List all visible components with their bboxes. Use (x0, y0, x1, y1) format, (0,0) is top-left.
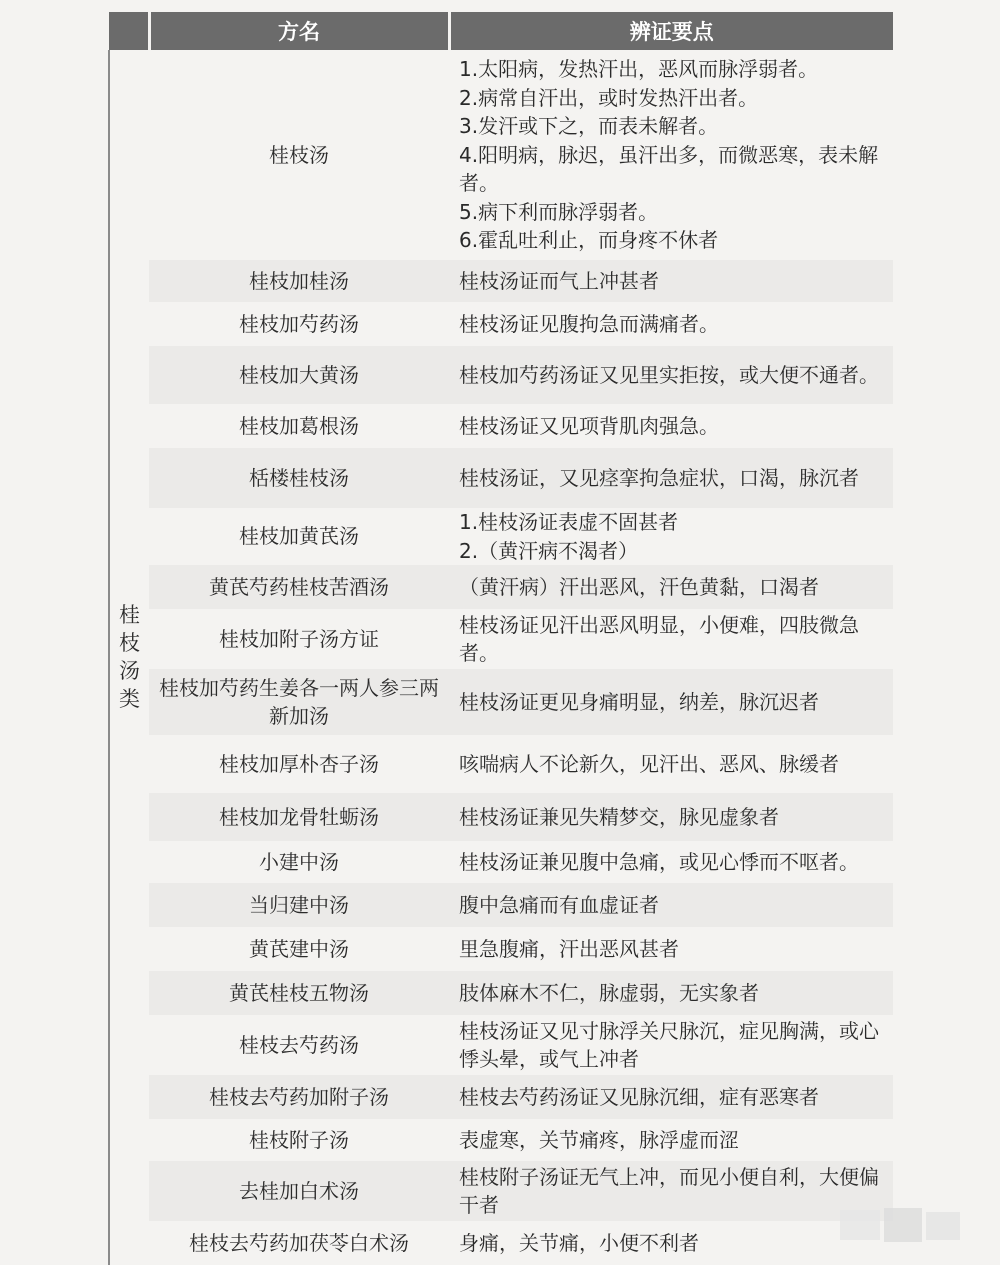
category-cell (109, 50, 149, 1265)
key-points: 里急腹痛，汗出恶风甚者 (459, 936, 679, 961)
formula-name: 桂枝加桂汤 (149, 260, 449, 302)
blurred-watermark (926, 1212, 960, 1240)
table-row (109, 1161, 893, 1221)
table-row (109, 971, 893, 1015)
key-points: 1.桂枝汤证表虚不固甚者 2.（黄汗病不渴者） (459, 510, 679, 563)
key-points: 桂枝汤证见腹拘急而满痛者。 (459, 311, 719, 336)
formula-name: 桂枝加大黄汤 (149, 346, 449, 404)
key-points: 桂枝汤证，又见痉挛拘急症状，口渴，脉沉者 (449, 448, 893, 508)
table-row (109, 508, 893, 565)
key-points: 桂枝汤证又见项背肌肉强急。 (459, 413, 719, 438)
formula-name: 桂枝加芍药生姜各一两人参三两新加汤 (149, 669, 449, 735)
table-header-row (109, 12, 893, 50)
table-row (109, 565, 893, 609)
key-points: 1.太阳病，发热汗出，恶风而脉浮弱者。 2.病常自汗出，或时发热汗出者。 3.发汗或下之，而表未解者。 4.阳明病，脉迟，虽汗出多，而微恶寒，表未解者。 5.病下利而脉浮弱者。 6.霍乱吐利止，而身疼不休者 (459, 57, 879, 253)
key-points: 桂枝汤证又见寸脉浮关尺脉沉，症见胸满，或心悸头晕，或气上冲者 (459, 1018, 879, 1071)
table-row (109, 50, 893, 260)
key-points: 桂枝汤证兼见失精梦交，脉见虚象者 (449, 793, 893, 841)
formula-name: 桂枝加葛根汤 (239, 413, 359, 438)
table-row (109, 927, 893, 971)
key-points: 腹中急痛而有血虚证者 (449, 883, 893, 927)
table-row (109, 1075, 893, 1119)
key-points: 身痛，关节痛，小便不利者 (459, 1230, 699, 1255)
table-row (109, 260, 893, 302)
key-points: 桂枝附子汤证无气上冲，而见小便自利，大便偏干者 (449, 1161, 893, 1221)
formula-name: 去桂加白术汤 (149, 1161, 449, 1221)
key-points: 咳喘病人不论新久，见汗出、恶风、脉缓者 (459, 751, 839, 776)
table-row (109, 448, 893, 508)
formula-name: 桂枝加黄芪汤 (239, 524, 359, 549)
formula-name: 黄芪桂枝五物汤 (149, 971, 449, 1015)
key-points: 桂枝汤证更见身痛明显，纳差，脉沉迟者 (449, 669, 893, 735)
formula-name: 黄芪芍药桂枝苦酒汤 (149, 565, 449, 609)
key-points: 桂枝去芍药汤证又见脉沉细，症有恶寒者 (449, 1075, 893, 1119)
key-points: （黄汗病）汗出恶风，汗色黄黏，口渴者 (449, 565, 893, 609)
table-row (109, 346, 893, 404)
formula-name: 桂枝加附子汤方证 (219, 626, 379, 651)
formula-name: 小建中汤 (259, 849, 339, 874)
table-body (109, 50, 893, 1265)
blurred-watermark (840, 1210, 880, 1240)
table-row (109, 1015, 893, 1075)
formula-name: 桂枝汤 (269, 142, 329, 167)
formula-name: 黄芪建中汤 (249, 936, 349, 961)
key-points: 桂枝汤证兼见腹中急痛，或见心悸而不呕者。 (459, 849, 859, 874)
table-row (109, 793, 893, 841)
header-formula-name: 方名 (149, 12, 449, 50)
category-label: 桂枝汤类 (119, 603, 140, 712)
key-points: 桂枝汤证见汗出恶风明显，小便难，四肢微急者。 (459, 612, 859, 665)
table-row (109, 404, 893, 448)
key-points: 肢体麻木不仁，脉虚弱，无实象者 (449, 971, 893, 1015)
header-key-points: 辨证要点 (449, 12, 893, 50)
formula-name: 当归建中汤 (149, 883, 449, 927)
table-row (109, 841, 893, 883)
table-row (109, 735, 893, 793)
formula-name: 桂枝去芍药汤 (239, 1032, 359, 1057)
header-category (109, 12, 149, 50)
key-points: 桂枝加芍药汤证又见里实拒按，或大便不通者。 (449, 346, 893, 404)
table-row (109, 609, 893, 669)
formula-name: 桂枝加芍药汤 (239, 311, 359, 336)
table-row (109, 883, 893, 927)
formula-name: 桂枝去芍药加附子汤 (149, 1075, 449, 1119)
formula-name: 桂枝加龙骨牡蛎汤 (149, 793, 449, 841)
formula-name: 桂枝去芍药加茯苓白术汤 (189, 1230, 409, 1255)
formula-table (108, 12, 893, 1265)
formula-name: 桂枝附子汤 (249, 1127, 349, 1152)
formula-name: 桂枝加厚朴杏子汤 (219, 751, 379, 776)
table-row (109, 1221, 893, 1265)
table-row (109, 1119, 893, 1161)
formula-name: 栝楼桂枝汤 (149, 448, 449, 508)
blurred-watermark (884, 1208, 922, 1242)
table-row (109, 669, 893, 735)
key-points: 表虚寒，关节痛疼，脉浮虚而涩 (459, 1127, 739, 1152)
table-row (109, 302, 893, 346)
key-points: 桂枝汤证而气上冲甚者 (449, 260, 893, 302)
